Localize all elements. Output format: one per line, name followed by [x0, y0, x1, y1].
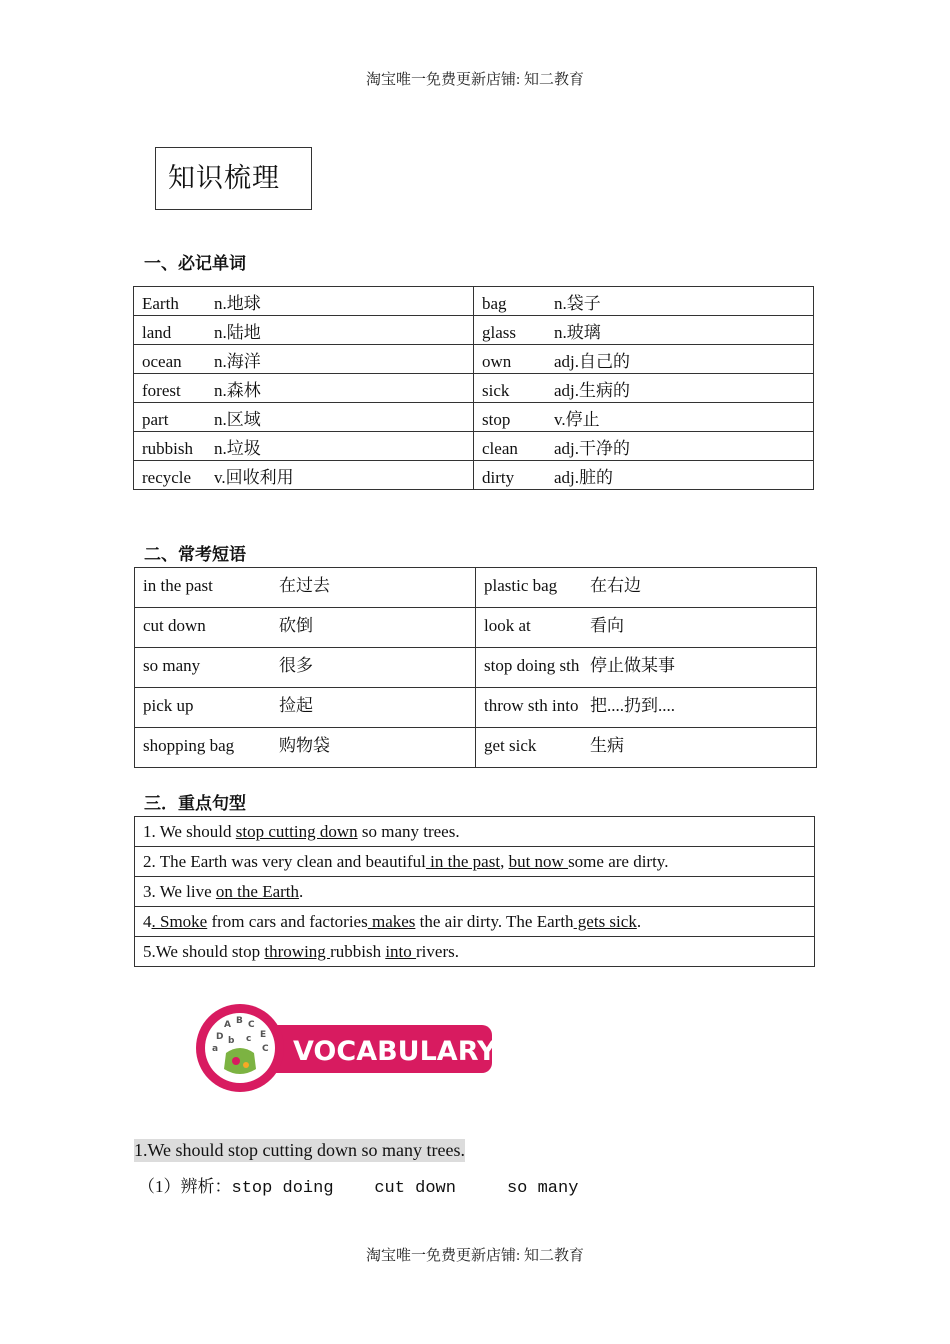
sentence-text: 3. We live [143, 881, 216, 901]
english-term: sick [482, 380, 510, 400]
letter-glyph: E [260, 1030, 267, 1040]
letter-glyph: a [212, 1044, 219, 1054]
table-row [135, 648, 817, 688]
analysis-item: so many [506, 1179, 579, 1198]
word-cell [474, 403, 814, 432]
analysis-line [138, 1172, 578, 1198]
chinese-meaning: n.陆地 [214, 322, 261, 342]
chinese-meaning: adj.干净的 [554, 438, 631, 458]
vocabulary-banner-graphic [196, 1003, 496, 1093]
phrase-cell [135, 568, 476, 608]
word-cell [134, 432, 474, 461]
flask-dot-2 [243, 1062, 249, 1068]
chinese-meaning: adj.生病的 [554, 380, 631, 400]
words-heading: 一、必记单词 [144, 254, 246, 274]
english-term: cut down [143, 616, 206, 635]
letter-glyph: C [262, 1044, 269, 1054]
word-cell [474, 287, 814, 316]
table-row [135, 608, 817, 648]
english-term: ocean [142, 351, 182, 371]
letter-glyph: A [224, 1020, 231, 1030]
word-cell [134, 374, 474, 403]
words-table [133, 286, 814, 490]
sentence-text: 5.We should stop [143, 941, 265, 961]
sentence-cell [135, 907, 815, 937]
english-term: forest [142, 380, 181, 400]
table-row [134, 403, 814, 432]
chinese-meaning: 购物袋 [279, 736, 330, 755]
english-term: so many [143, 656, 201, 675]
sentence-text: from cars and factories [207, 911, 368, 931]
chinese-meaning: 在右边 [590, 576, 641, 595]
table-row [134, 316, 814, 345]
word-cell [474, 374, 814, 403]
example-sentence: 1.We should stop cutting down so many trees. [134, 1140, 466, 1160]
english-term: bag [482, 293, 507, 313]
chinese-meaning: n.海洋 [214, 351, 261, 371]
sentence-text: 2. The Earth was very clean and beautiful [143, 851, 426, 871]
chinese-meaning: 把....扔到.... [590, 696, 675, 715]
sentences-table [134, 816, 815, 967]
english-term: part [142, 409, 169, 429]
phrase-cell [476, 688, 817, 728]
chinese-meaning: 生病 [590, 736, 624, 755]
letter-glyph: b [228, 1036, 235, 1046]
table-row [135, 877, 815, 907]
letter-glyph: B [236, 1016, 243, 1026]
table-row [135, 817, 815, 847]
chinese-meaning: n.玻璃 [554, 322, 601, 342]
key-phrase: makes [367, 911, 416, 931]
phrases-heading: 二、常考短语 [144, 545, 246, 565]
sentence-text: , [500, 851, 509, 871]
english-term: rubbish [142, 438, 193, 458]
phrase-cell [476, 728, 817, 768]
key-phrase: throwing [264, 941, 331, 961]
sentence-cell [135, 877, 815, 907]
sentence-cell [135, 817, 815, 847]
word-cell [474, 345, 814, 374]
key-phrase: in the past [425, 851, 501, 871]
table-row [134, 374, 814, 403]
vocabulary-banner [196, 1003, 496, 1093]
word-cell [134, 287, 474, 316]
chinese-meaning: n.区域 [214, 409, 261, 429]
vocabulary-label: VOCABULARY [293, 1036, 496, 1067]
table-row [134, 432, 814, 461]
chinese-meaning: 在过去 [279, 576, 330, 595]
english-term: look at [484, 616, 531, 635]
sentence-text: rivers. [416, 941, 459, 961]
sentence-text: rubbish [330, 941, 386, 961]
phrases-table [134, 567, 817, 768]
table-row [134, 345, 814, 374]
key-phrase: on the Earth [215, 881, 300, 901]
key-phrase: gets sick [573, 911, 637, 931]
word-cell [134, 403, 474, 432]
chinese-meaning: 砍倒 [279, 616, 313, 635]
table-row [135, 688, 817, 728]
sentence-cell [135, 847, 815, 877]
english-term: clean [482, 438, 518, 458]
phrase-cell [476, 648, 817, 688]
table-row [135, 847, 815, 877]
sentence-text: . [636, 911, 642, 931]
phrase-cell [135, 608, 476, 648]
phrase-cell [135, 648, 476, 688]
english-term: stop doing sth [484, 656, 580, 675]
english-term: own [482, 351, 512, 371]
english-term: throw sth into [484, 696, 579, 715]
sentence-text: 4 [143, 911, 152, 931]
table-row [135, 937, 815, 967]
key-phrase: but now [508, 851, 569, 871]
chinese-meaning: n.袋子 [554, 293, 601, 313]
chinese-meaning: n.地球 [214, 293, 261, 313]
chinese-meaning: 很多 [279, 656, 313, 675]
letter-glyph: C [248, 1020, 255, 1030]
word-cell [474, 316, 814, 345]
analysis-item: cut down [374, 1179, 456, 1198]
phrase-cell [135, 688, 476, 728]
english-term: in the past [143, 576, 213, 595]
word-cell [474, 461, 814, 490]
chinese-meaning: 停止做某事 [590, 656, 675, 675]
sentence-text: 1. We should [143, 821, 236, 841]
key-phrase: into [385, 941, 417, 961]
english-term: dirty [482, 467, 515, 487]
english-term: Earth [142, 293, 179, 313]
word-cell [474, 432, 814, 461]
english-term: recycle [142, 467, 192, 487]
chinese-meaning: 看向 [590, 616, 624, 635]
analysis-item: stop doing [231, 1179, 334, 1198]
chinese-meaning: n.垃圾 [214, 438, 261, 458]
chinese-meaning: adj.脏的 [554, 467, 614, 487]
phrase-cell [135, 728, 476, 768]
english-term: get sick [484, 736, 537, 755]
phrase-cell [476, 608, 817, 648]
sentence-text: . [299, 881, 304, 901]
chinese-meaning: adj.自己的 [554, 351, 631, 371]
page-header: 淘宝唯一免费更新店铺: 知二教育 [366, 72, 584, 88]
key-phrase: stop cutting down [235, 821, 358, 841]
chinese-meaning: 捡起 [279, 696, 313, 715]
letter-glyph: D [216, 1032, 224, 1042]
word-cell [134, 345, 474, 374]
table-row [135, 568, 817, 608]
sentence-cell [135, 937, 815, 967]
english-term: plastic bag [484, 576, 558, 595]
english-term: pick up [143, 696, 194, 715]
chinese-meaning: v.停止 [554, 409, 600, 429]
section-title-box: 知识梳理 [155, 147, 312, 210]
english-term: glass [482, 322, 516, 342]
key-phrase: . Smoke [151, 911, 208, 931]
english-term: stop [482, 409, 511, 429]
english-term: shopping bag [143, 736, 235, 755]
english-term: land [142, 322, 172, 342]
chinese-meaning: v.回收利用 [214, 467, 294, 487]
phrase-cell [476, 568, 817, 608]
chinese-meaning: n.森林 [214, 380, 261, 400]
sentence-text: some are dirty. [568, 851, 669, 871]
flask-dot-1 [232, 1057, 240, 1065]
sentences-heading: 三．重点句型 [144, 794, 246, 814]
table-row [134, 461, 814, 490]
letter-glyph: c [246, 1034, 252, 1044]
table-row [135, 728, 817, 768]
table-row [135, 907, 815, 937]
sentence-text: so many trees. [357, 821, 460, 841]
word-cell [134, 461, 474, 490]
page-footer: 淘宝唯一免费更新店铺: 知二教育 [366, 1248, 584, 1264]
sentence-text: the air dirty. The Earth [415, 911, 574, 931]
analysis-prefix: （1）辨析： [138, 1177, 232, 1196]
word-cell [134, 316, 474, 345]
table-row [134, 287, 814, 316]
